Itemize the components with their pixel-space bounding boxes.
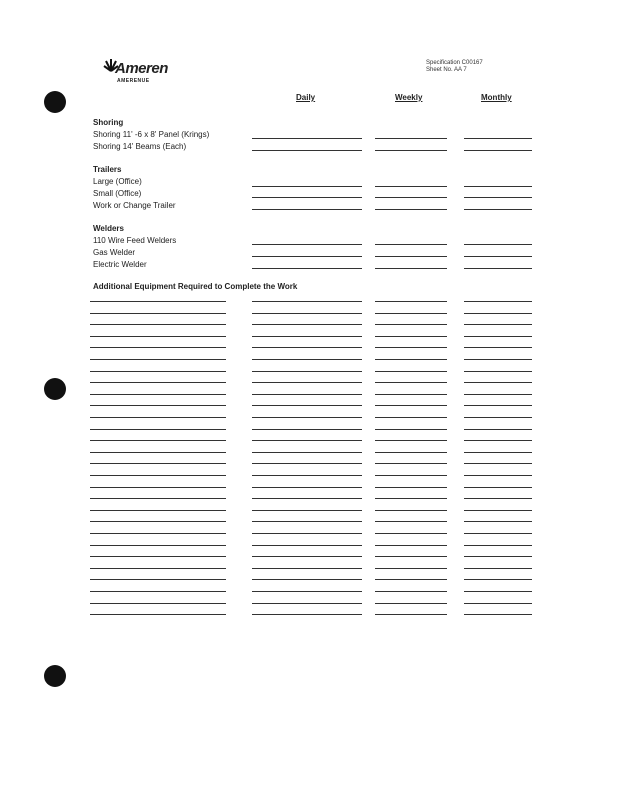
monthly-entry-line[interactable] (464, 359, 532, 360)
section-title-trailers: Trailers (93, 165, 122, 174)
weekly-entry-line[interactable] (375, 197, 447, 198)
equipment-description-line[interactable] (90, 475, 226, 476)
daily-entry-line[interactable] (252, 301, 362, 302)
spec-number: Specification C00167 (426, 60, 483, 66)
equipment-description-line[interactable] (90, 336, 226, 337)
monthly-entry-line[interactable] (464, 545, 532, 546)
weekly-entry-line[interactable] (375, 475, 447, 476)
equipment-description-line[interactable] (90, 417, 226, 418)
daily-entry-line[interactable] (252, 359, 362, 360)
equipment-description-line[interactable] (90, 371, 226, 372)
weekly-entry-line[interactable] (375, 313, 447, 314)
additional-equipment-title: Additional Equipment Required to Complete the Work (93, 282, 298, 291)
item-label: Shoring 14' Beams (Each) (93, 142, 187, 151)
weekly-entry-line[interactable] (375, 336, 447, 337)
equipment-description-line[interactable] (90, 440, 226, 441)
spec-block (426, 60, 483, 74)
monthly-entry-line[interactable] (464, 498, 532, 499)
monthly-entry-line[interactable] (464, 244, 532, 245)
monthly-entry-line[interactable] (464, 568, 532, 569)
section-title-welders: Welders (93, 224, 124, 233)
weekly-entry-line[interactable] (375, 371, 447, 372)
equipment-description-line[interactable] (90, 487, 226, 488)
daily-entry-line[interactable] (252, 475, 362, 476)
section-title-shoring: Shoring (93, 118, 124, 127)
equipment-description-line[interactable] (90, 614, 226, 615)
daily-entry-line[interactable] (252, 556, 362, 557)
weekly-entry-line[interactable] (375, 324, 447, 325)
weekly-entry-line[interactable] (375, 568, 447, 569)
daily-entry-line[interactable] (252, 440, 362, 441)
monthly-entry-line[interactable] (464, 347, 532, 348)
monthly-entry-line[interactable] (464, 371, 532, 372)
monthly-entry-line[interactable] (464, 510, 532, 511)
monthly-entry-line[interactable] (464, 209, 532, 210)
weekly-entry-line[interactable] (375, 209, 447, 210)
monthly-entry-line[interactable] (464, 614, 532, 615)
monthly-entry-line[interactable] (464, 197, 532, 198)
monthly-entry-line[interactable] (464, 429, 532, 430)
column-header-weekly: Weekly (395, 93, 423, 102)
daily-entry-line[interactable] (252, 429, 362, 430)
monthly-entry-line[interactable] (464, 382, 532, 383)
daily-entry-line[interactable] (252, 510, 362, 511)
daily-entry-line[interactable] (252, 197, 362, 198)
daily-entry-line[interactable] (252, 150, 362, 151)
monthly-entry-line[interactable] (464, 324, 532, 325)
daily-entry-line[interactable] (252, 336, 362, 337)
monthly-entry-line[interactable] (464, 301, 532, 302)
daily-entry-line[interactable] (252, 371, 362, 372)
weekly-entry-line[interactable] (375, 591, 447, 592)
daily-entry-line[interactable] (252, 603, 362, 604)
form-mark (348, 138, 350, 139)
weekly-entry-line[interactable] (375, 417, 447, 418)
equipment-description-line[interactable] (90, 429, 226, 430)
monthly-entry-line[interactable] (464, 591, 532, 592)
daily-entry-line[interactable] (252, 463, 362, 464)
equipment-description-line[interactable] (90, 603, 226, 604)
item-label: Electric Welder (93, 260, 147, 269)
weekly-entry-line[interactable] (375, 614, 447, 615)
form-mark (385, 138, 387, 139)
monthly-entry-line[interactable] (464, 521, 532, 522)
equipment-description-line[interactable] (90, 324, 226, 325)
daily-entry-line[interactable] (252, 521, 362, 522)
equipment-description-line[interactable] (90, 591, 226, 592)
monthly-entry-line[interactable] (464, 150, 532, 151)
column-header-daily: Daily (296, 93, 316, 102)
monthly-entry-line[interactable] (464, 394, 532, 395)
punch-hole-top (44, 91, 66, 113)
monthly-entry-line[interactable] (464, 336, 532, 337)
daily-entry-line[interactable] (252, 579, 362, 580)
daily-entry-line[interactable] (252, 533, 362, 534)
weekly-entry-line[interactable] (375, 347, 447, 348)
item-label: 110 Wire Feed Welders (93, 236, 177, 245)
sheet-number: Sheet No. AA 7 (426, 67, 467, 73)
daily-entry-line[interactable] (252, 614, 362, 615)
monthly-entry-line[interactable] (464, 268, 532, 269)
daily-entry-line[interactable] (252, 313, 362, 314)
logo-text: Ameren (115, 60, 168, 77)
daily-entry-line[interactable] (252, 394, 362, 395)
weekly-entry-line[interactable] (375, 382, 447, 383)
equipment-description-line[interactable] (90, 313, 226, 314)
weekly-entry-line[interactable] (375, 268, 447, 269)
monthly-entry-line[interactable] (464, 487, 532, 488)
equipment-description-line[interactable] (90, 463, 226, 464)
weekly-entry-line[interactable] (375, 440, 447, 441)
daily-entry-line[interactable] (252, 324, 362, 325)
daily-entry-line[interactable] (252, 186, 362, 187)
daily-entry-line[interactable] (252, 498, 362, 499)
monthly-entry-line[interactable] (464, 417, 532, 418)
weekly-entry-line[interactable] (375, 556, 447, 557)
daily-entry-line[interactable] (252, 382, 362, 383)
form-mark (348, 150, 350, 151)
weekly-entry-line[interactable] (375, 579, 447, 580)
weekly-entry-line[interactable] (375, 452, 447, 453)
monthly-entry-line[interactable] (464, 579, 532, 580)
monthly-entry-line[interactable] (464, 463, 532, 464)
daily-entry-line[interactable] (252, 347, 362, 348)
equipment-description-line[interactable] (90, 347, 226, 348)
daily-entry-line[interactable] (252, 452, 362, 453)
weekly-entry-line[interactable] (375, 487, 447, 488)
monthly-entry-line[interactable] (464, 440, 532, 441)
monthly-entry-line[interactable] (464, 603, 532, 604)
daily-entry-line[interactable] (252, 209, 362, 210)
weekly-entry-line[interactable] (375, 244, 447, 245)
equipment-description-line[interactable] (90, 579, 226, 580)
monthly-entry-line[interactable] (464, 138, 532, 139)
weekly-entry-line[interactable] (375, 545, 447, 546)
weekly-entry-line[interactable] (375, 359, 447, 360)
punch-hole-middle (44, 378, 66, 400)
form-mark (385, 150, 387, 151)
weekly-entry-line[interactable] (375, 301, 447, 302)
logo-subtext: AMERENUE (117, 78, 150, 84)
punch-hole-bottom (44, 665, 66, 687)
monthly-entry-line[interactable] (464, 313, 532, 314)
monthly-entry-line[interactable] (464, 256, 532, 257)
daily-entry-line[interactable] (252, 568, 362, 569)
monthly-entry-line[interactable] (464, 405, 532, 406)
weekly-entry-line[interactable] (375, 603, 447, 604)
equipment-description-line[interactable] (90, 452, 226, 453)
item-label: Shoring 11' -6 x 8' Panel (Krings) (93, 130, 210, 139)
daily-entry-line[interactable] (252, 417, 362, 418)
daily-entry-line[interactable] (252, 487, 362, 488)
weekly-entry-line[interactable] (375, 256, 447, 257)
daily-entry-line[interactable] (252, 591, 362, 592)
equipment-description-line[interactable] (90, 382, 226, 383)
monthly-entry-line[interactable] (464, 475, 532, 476)
weekly-entry-line[interactable] (375, 510, 447, 511)
item-label: Small (Office) (93, 189, 142, 198)
equipment-description-line[interactable] (90, 556, 226, 557)
weekly-entry-line[interactable] (375, 405, 447, 406)
equipment-description-line[interactable] (90, 359, 226, 360)
monthly-entry-line[interactable] (464, 186, 532, 187)
equipment-description-line[interactable] (90, 498, 226, 499)
equipment-description-line[interactable] (90, 510, 226, 511)
item-label: Work or Change Trailer (93, 201, 176, 210)
weekly-entry-line[interactable] (375, 186, 447, 187)
weekly-entry-line[interactable] (375, 498, 447, 499)
daily-entry-line[interactable] (252, 244, 362, 245)
daily-entry-line[interactable] (252, 405, 362, 406)
monthly-entry-line[interactable] (464, 452, 532, 453)
equipment-description-line[interactable] (90, 545, 226, 546)
daily-entry-line[interactable] (252, 256, 362, 257)
weekly-entry-line[interactable] (375, 429, 447, 430)
equipment-description-line[interactable] (90, 568, 226, 569)
daily-entry-line[interactable] (252, 138, 362, 139)
monthly-entry-line[interactable] (464, 533, 532, 534)
weekly-entry-line[interactable] (375, 521, 447, 522)
weekly-entry-line[interactable] (375, 533, 447, 534)
item-label: Large (Office) (93, 177, 142, 186)
equipment-description-line[interactable] (90, 394, 226, 395)
monthly-entry-line[interactable] (464, 556, 532, 557)
weekly-entry-line[interactable] (375, 463, 447, 464)
equipment-description-line[interactable] (90, 301, 226, 302)
equipment-description-line[interactable] (90, 533, 226, 534)
weekly-entry-line[interactable] (375, 394, 447, 395)
equipment-description-line[interactable] (90, 521, 226, 522)
column-header-monthly: Monthly (481, 93, 512, 102)
item-label: Gas Welder (93, 248, 136, 257)
equipment-description-line[interactable] (90, 405, 226, 406)
daily-entry-line[interactable] (252, 268, 362, 269)
daily-entry-line[interactable] (252, 545, 362, 546)
